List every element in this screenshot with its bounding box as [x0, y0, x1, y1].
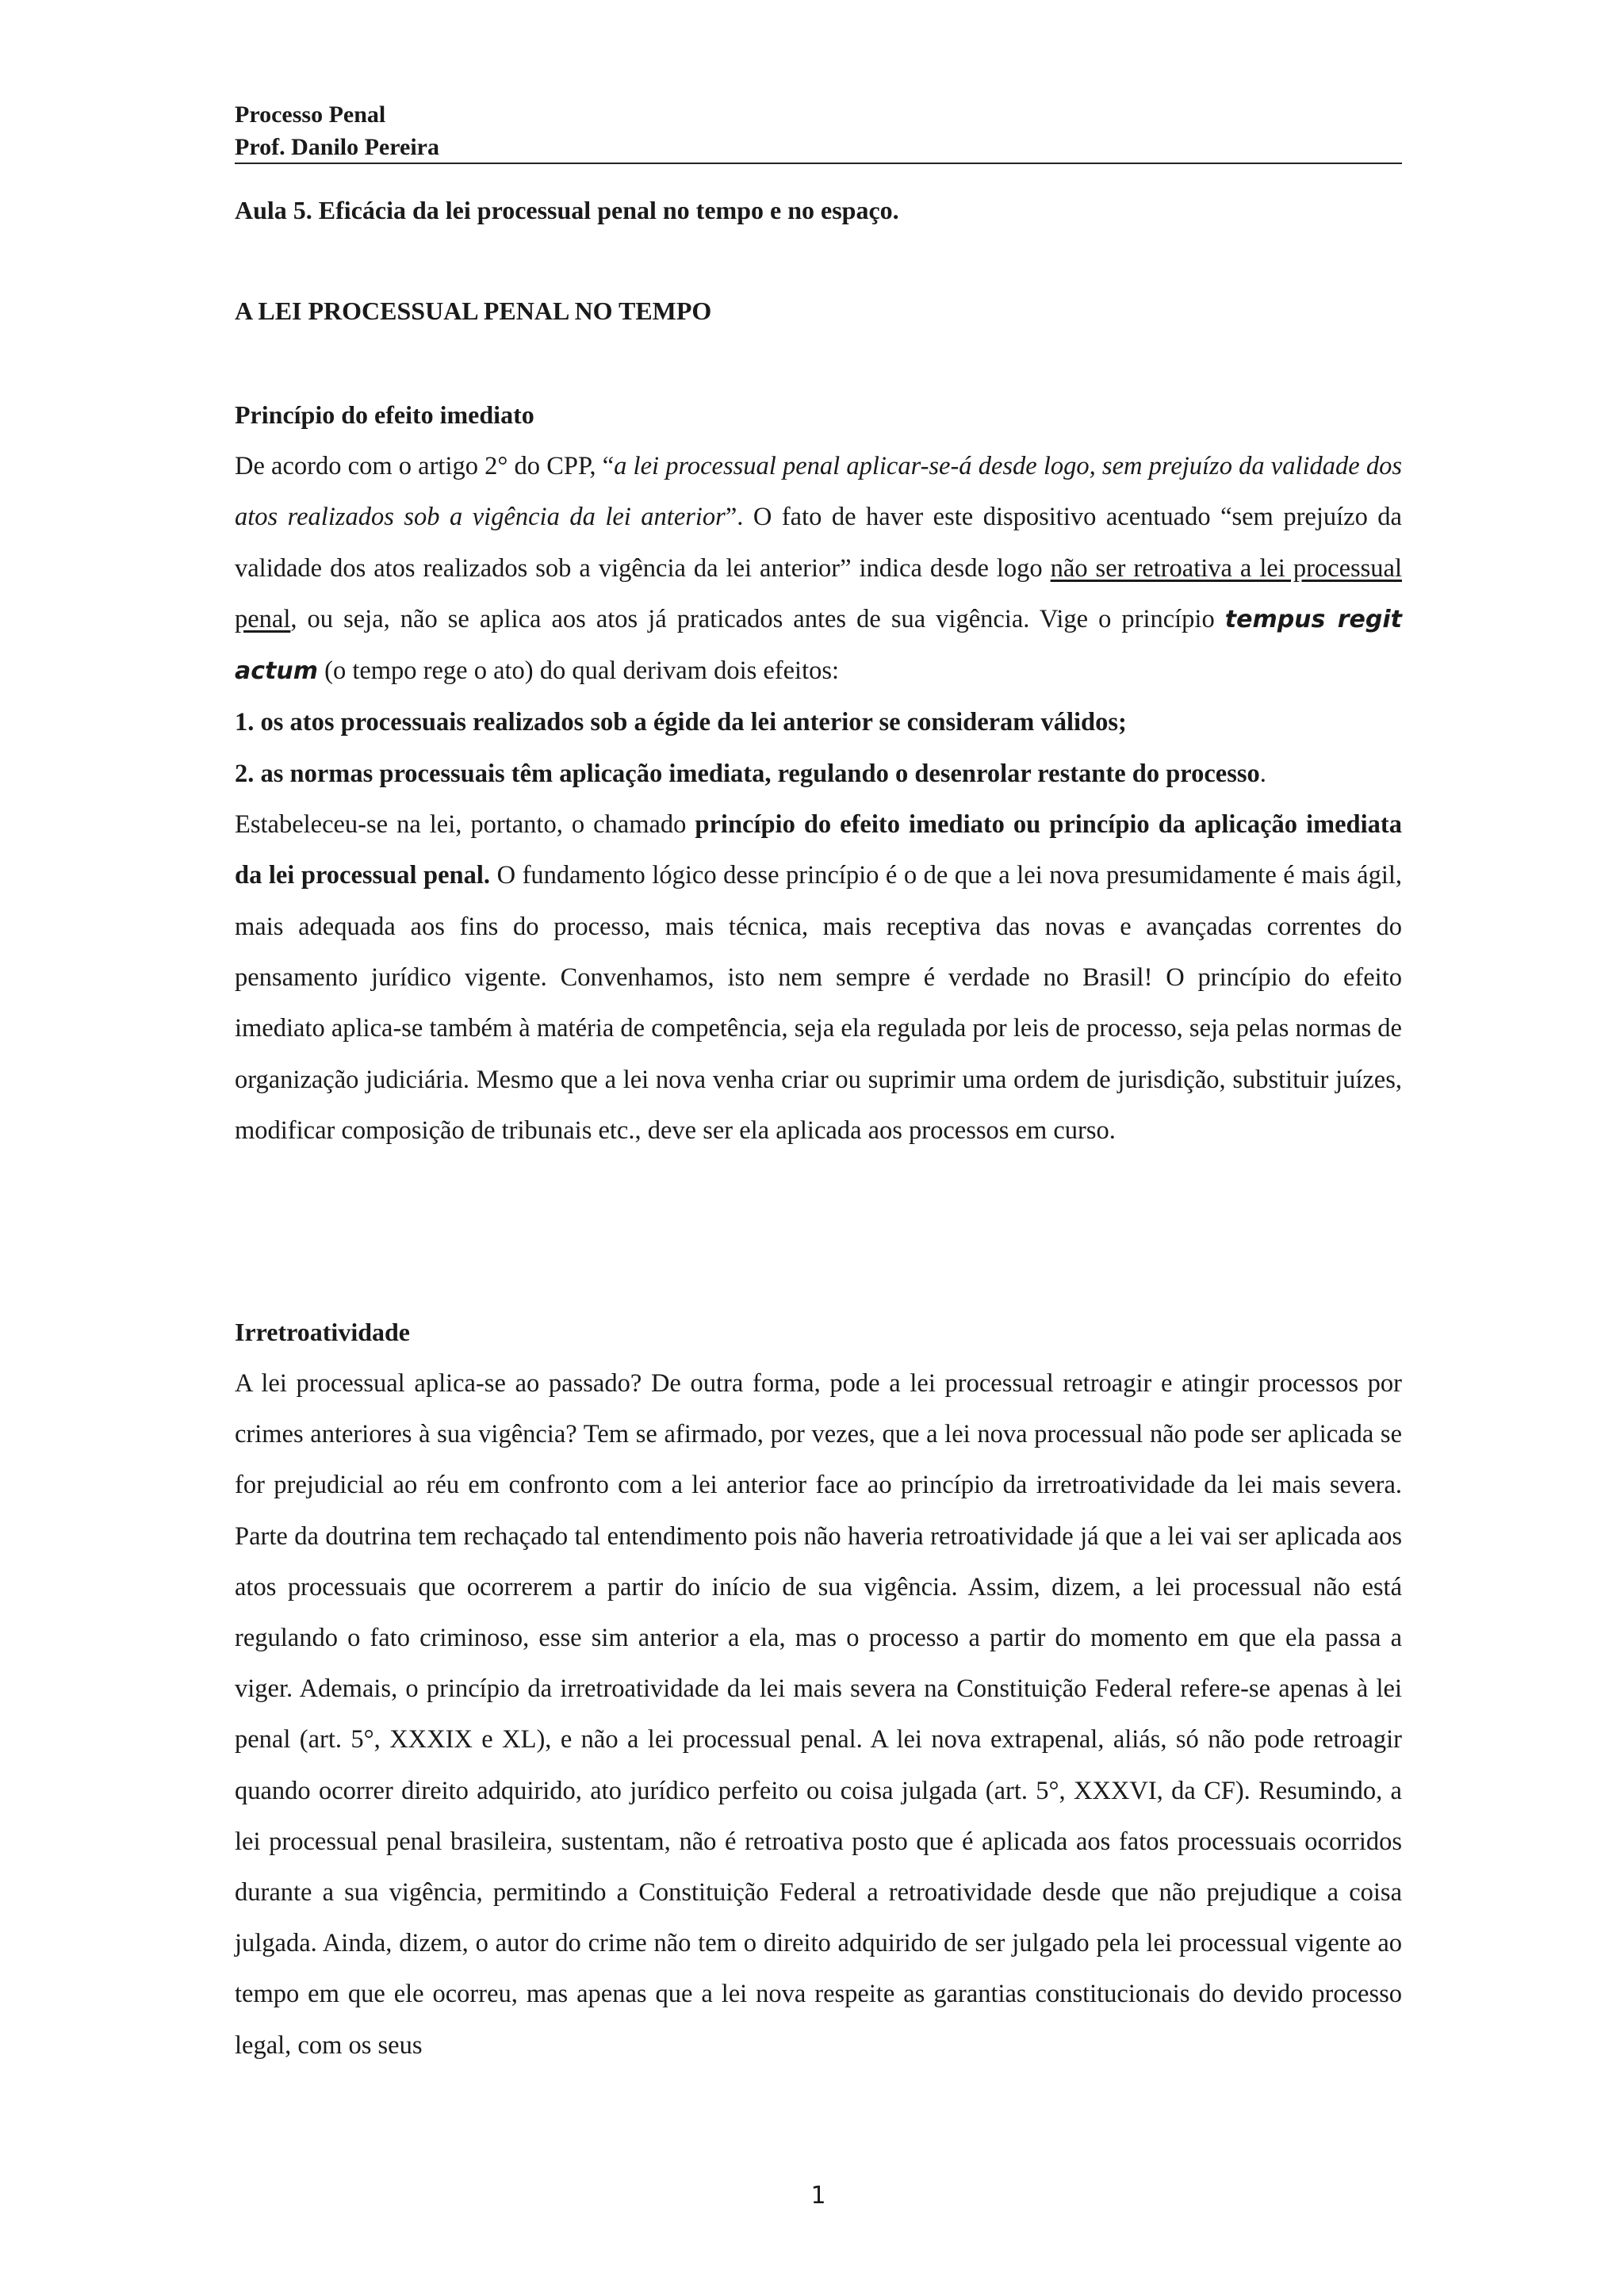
- paragraph: [235, 799, 1402, 1156]
- page-number: 1: [810, 2182, 826, 2210]
- course-name: Processo Penal: [235, 101, 386, 128]
- text-run: , ou seja, não se aplica aos atos já praticados antes de sua vigência. Vige o princípio: [290, 604, 1225, 633]
- subheading-efeito-imediato: Princípio do efeito imediato: [235, 400, 534, 429]
- professor-name: Prof. Danilo Pereira: [235, 134, 439, 160]
- bold-text: 2. as normas processuais têm aplicação imediata, regulando o desenrolar restante do processo: [235, 759, 1260, 788]
- section-heading: A LEI PROCESSUAL PENAL NO TEMPO: [235, 297, 712, 325]
- paragraph: [235, 441, 1402, 697]
- text-run: Estabeleceu-se na lei, portanto, o chamado: [235, 810, 695, 840]
- paragraph: A lei processual aplica-se ao passado? De outra forma, pode a lei processual retroagir e atingir processos por crimes anteriores à sua vigência? Tem se afirmado, por vezes, que a lei nova processual não pode ser aplicada se for prejudicial ao réu em confronto com a lei anterior face ao princípio da irretroatividade da lei mais severa. Parte da doutrina tem rechaçado tal entendimento pois não haveria retroatividade já que a lei vai ser aplicada aos atos processuais que ocorrerem a partir do início de sua vigência. Assim, dizem, a lei processual não está regulando o fato criminoso, esse sim anterior a ela, mas o processo a partir do momento em que ela passa a viger. Ademais, o princípio da irretroatividade da lei mais severa na Constituição Federal refere-se apenas à lei penal (art. 5°, XXXIX e XL), e não a lei processual penal. A lei nova extrapenal, aliás, só não pode retroagir quando ocorrer direito adquirido, ato jurídico perfeito ou coisa julgada (art. 5°, XXXVI, da CF). Resumindo, a lei processual penal brasileira, sustentam, não é retroativa posto que é aplicada aos fatos processuais ocorridos durante a sua vigência, permitindo a Constituição Federal a retroatividade desde que não prejudique a coisa julgada. Ainda, dizem, o autor do crime não tem o direito adquirido de ser julgado pela lei processual vigente ao tempo em que ele ocorreu, mas apenas que a lei nova respeite as garantias constitucionais do devido processo legal, com os seus: [235, 1369, 1402, 2060]
- efeito-imediato-section: [235, 441, 1402, 1156]
- irretroatividade-section: [235, 1358, 1402, 2071]
- text-run: ”. O fato de haver este dispositivo acentuado “sem prejuízo da validade dos atos realizados sob a vigência da lei anterior” indica desde logo: [235, 503, 1402, 583]
- text-run: O fundamento lógico desse princípio é o de que a lei nova presumidamente é mais ágil, mais adequada aos fins do processo, mais técnica, mais receptiva das novas e avançadas correntes do pensamento jurídico vigente. Convenhamos, isto nem sempre é verdade no Brasil! O princípio do efeito imediato aplica-se também à matéria de competência, seja ela regulada por leis de processo, seja pelas normas de organização judiciária. Mesmo que a lei nova venha criar ou suprimir uma ordem de jurisdição, substituir juízes, modificar composição de tribunais etc., deve ser ela aplicada aos processos em curso.: [235, 861, 1403, 1145]
- lesson-title: Aula 5. Eficácia da lei processual penal no tempo e no espaço.: [235, 196, 899, 224]
- underlined-text: não ser retroativa a lei processual penal: [235, 553, 1402, 633]
- subheading-irretroatividade: Irretroatividade: [235, 1318, 410, 1346]
- text-run: De acordo com o artigo 2° do CPP, “: [235, 452, 615, 480]
- bold-text: princípio do efeito imediato ou princípio da aplicação imediata da lei processual penal.: [235, 810, 1402, 890]
- document-page: [235, 0, 1402, 2296]
- page-header: [235, 98, 1402, 163]
- cpp-quote: a lei processual penal aplicar-se-á desde logo, sem prejuízo da validade dos atos realizados sob a vigência da lei anterior: [235, 452, 1402, 532]
- list-item: 1. os atos processuais realizados sob a égide da lei anterior se consideram válidos;: [235, 708, 1127, 737]
- text-run: .: [1259, 759, 1266, 788]
- latin-term: tempus regit actum: [235, 605, 1402, 686]
- header-divider: [235, 163, 1402, 164]
- list-item: [235, 748, 1402, 799]
- text-run: (o tempo rege o ato) do qual derivam dois efeitos:: [318, 656, 840, 686]
